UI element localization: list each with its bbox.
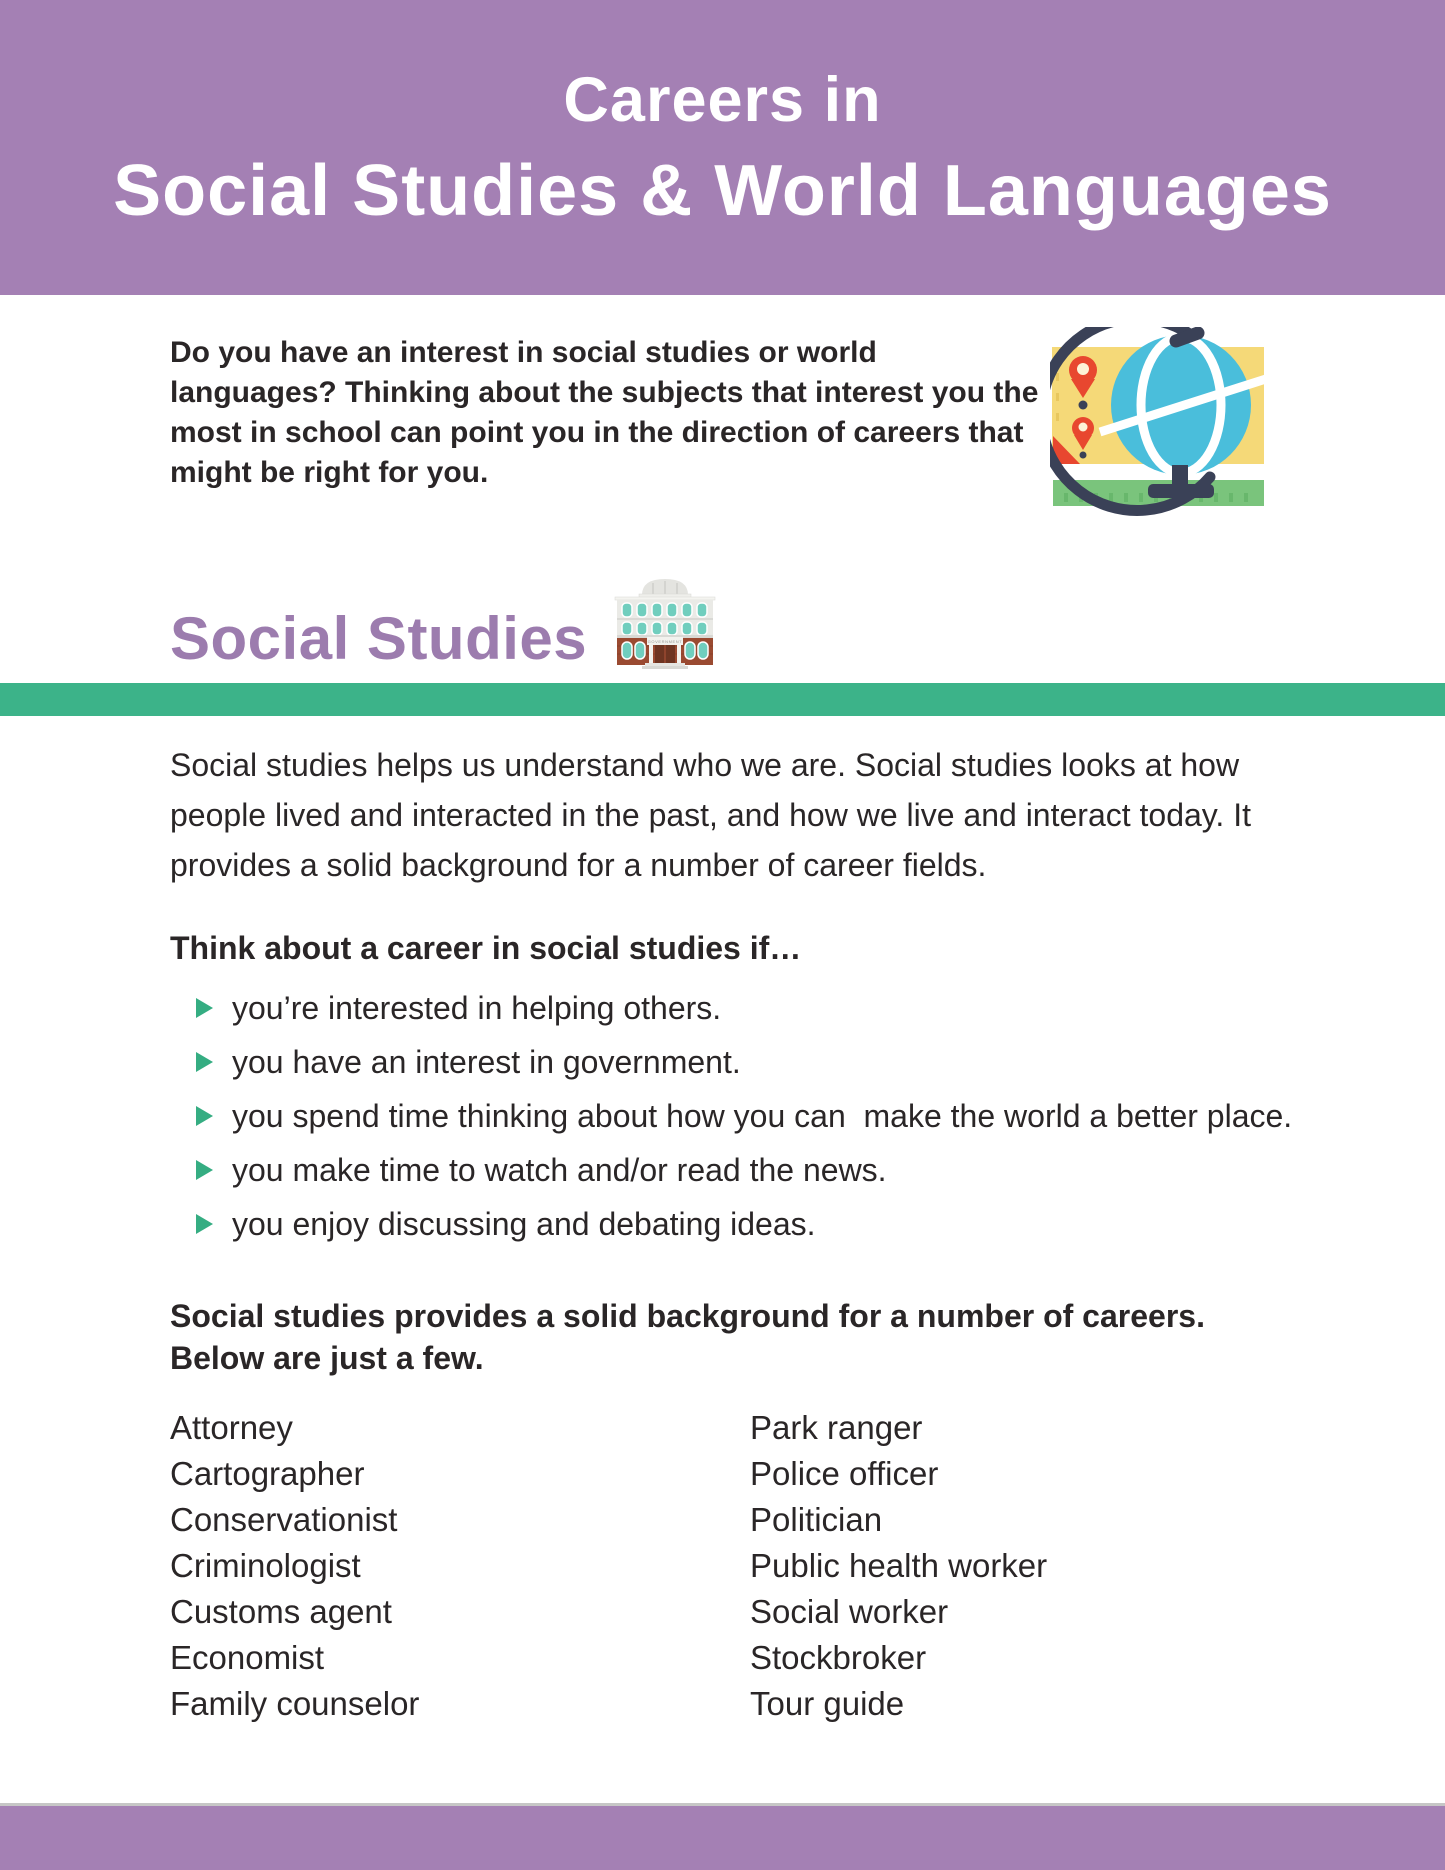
building-sign-text: GOVERNMENT (647, 639, 683, 644)
think-heading: Think about a career in social studies if… (170, 930, 802, 966)
career-item: Cartographer (170, 1455, 365, 1492)
career-item: Politician (750, 1501, 883, 1538)
career-item: Social worker (750, 1593, 949, 1630)
green-divider-band (0, 683, 1445, 716)
globe-map-icon (1050, 327, 1275, 524)
intro-section (170, 333, 1275, 524)
section-title: Social Studies (170, 605, 588, 672)
bullet-item: you’re interested in helping others. (196, 983, 1335, 1033)
bullet-item: you enjoy discussing and debating ideas. (196, 1199, 1335, 1249)
career-item: Park ranger (750, 1409, 923, 1446)
career-item: Attorney (170, 1409, 293, 1446)
career-item: Economist (170, 1639, 325, 1676)
bullet-item: you have an interest in government. (196, 1037, 1335, 1087)
career-item: Tour guide (750, 1685, 905, 1722)
government-building-icon (609, 574, 721, 669)
careers-column-left (170, 1405, 750, 1727)
page-footer-band (0, 1803, 1445, 1870)
main-content (170, 740, 1335, 1727)
careers-column-right (750, 1405, 1047, 1727)
career-item: Customs agent (170, 1593, 392, 1630)
section-heading-row (170, 574, 1445, 672)
page-title-line2: Social Studies & World Languages (113, 150, 1332, 231)
globe-map-illustration (1050, 327, 1272, 519)
criteria-bullet-list (170, 983, 1335, 1249)
careers-columns (170, 1405, 1335, 1727)
career-item: Public health worker (750, 1547, 1048, 1584)
career-item: Family counselor (170, 1685, 420, 1722)
career-item: Conservationist (170, 1501, 398, 1538)
career-item: Stockbroker (750, 1639, 927, 1676)
career-item: Criminologist (170, 1547, 361, 1584)
careers-intro: Social studies provides a solid background for a number of careers. Below are just a few. (170, 1298, 1205, 1376)
bullet-item: you spend time thinking about how you can make the world a better place. (196, 1091, 1335, 1141)
section-description: Social studies helps us understand who we are. Social studies looks at how people lived and interacted in the past, and how we live and interact today. It provides a solid background for a number of career fields. (170, 747, 1251, 883)
career-item: Police officer (750, 1455, 939, 1492)
page-title-line1: Careers in (563, 64, 882, 135)
bullet-item: you make time to watch and/or read the news. (196, 1145, 1335, 1195)
page-header (0, 0, 1445, 295)
intro-paragraph: Do you have an interest in social studies or world languages? Thinking about the subjects that interest you the most in school can point you in the direction of careers that might be right for you. (170, 336, 1039, 489)
